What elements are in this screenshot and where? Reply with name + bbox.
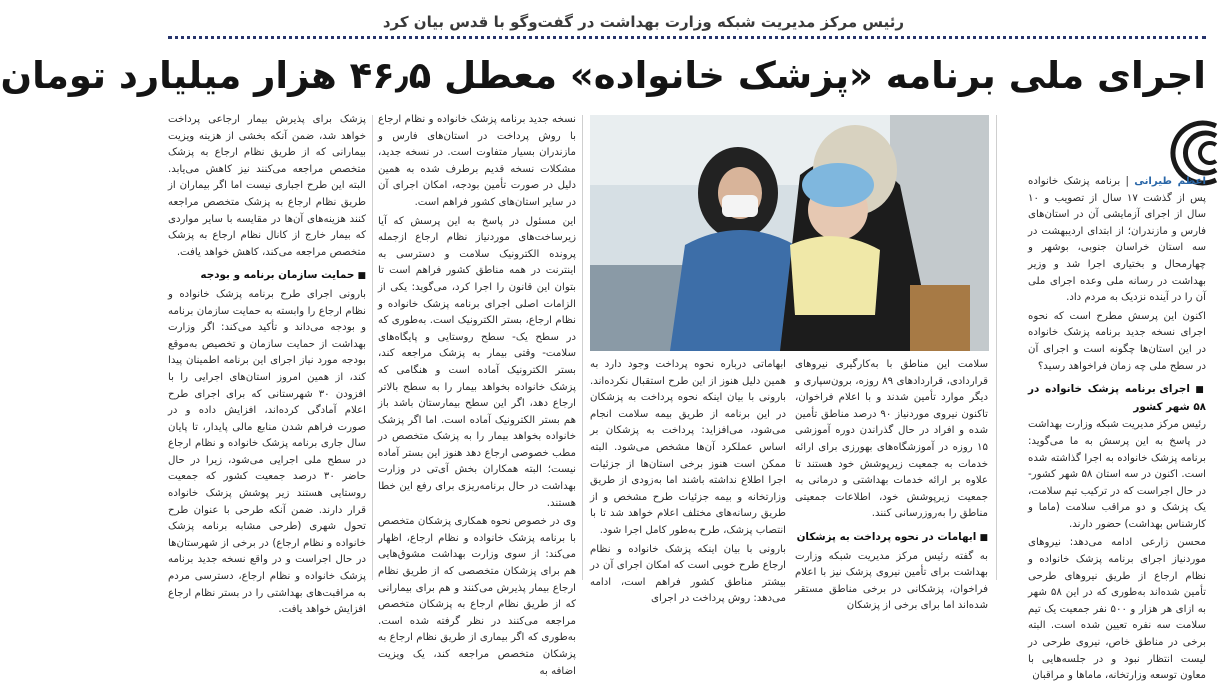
- paragraph: پزشک برای پذیرش بیمار ارجاعی پرداخت خواهد شد، ضمن آنکه بخشی از هزینه ویزیت بیمارانی که از طریق نظام ارجاع به پزشک متخصص مراجعه می‌کنند نیز کاهش می‌یابد. البته این طرح اجباری نیست اما اگر بیماران از طریق نظام ارجاع به پزشک متخصص مراجعه کنند هزینه‌های آن‌ها در مقایسه با سایر مواردی که بیمار خارج از کانال نظام ارجاع به پزشک متخصص مراجعه می‌کند، کاهش خواهد یافت.: [168, 114, 366, 258]
- paragraph: بارونی اجرای طرح برنامه پزشک خانواده و نظام ارجاع را وابسته به حمایت سازمان برنامه و بودجه می‌داند و تأکید می‌کند: اگر وزارت بهداشت از حمایت سازمان و تخصیص به‌موقع بودجه مورد نیاز اجرای این برنامه اطمینان پیدا کند، از همین امروز استان‌های اجرایی را با افزودن ۳۰ شهرستانی که برای اجرای طرح اعلام آمادگی کرده‌اند، افزایش داده و در صورت فراهم شدن منابع مالی پایدار، تا پایان سال جاری برنامه پزشک خانواده و نظام ارجاع در سطح ملی اجرایی می‌شود، زیرا در حال حاضر ۳۰ درصد جمعیت کشور که جمعیت روستایی هستند زیر پوشش پزشک خانواده قرار دارند. ضمن آنکه طرحی با عنوان طرح تحول شهری (طرحی مشابه برنامه پزشک خانواده و نظام ارجاع) در برخی از شهرستان‌ها در حال اجراست و در واقع نسخه جدید برنامه پزشک خانواده و نظام ارجاع، دسترسی مردم به مراقبت‌های بهداشتی را در بستر نظام ارجاع افزایش خواهد یافت.: [168, 288, 366, 616]
- article-photo: [590, 115, 989, 351]
- paragraph: سلامت این مناطق با به‌کارگیری نیروهای قراردادی، قراردادهای ۸۹ روزه، برون‌سپاری و دیگر موارد تأمین شدند و با اعلام فراخوان، تاکنون نیروی موردنیاز ۹۰ درصد مناطق تأمین شده و افراد در حال گذراندن دوره آموزشی ۱۵ روزه در آموزشگاه‌های بهورزی برای ارائه خدمات به جمعیت زیرپوشش خود هستند تا علاوه بر ارائه خدمات بهداشتی و درمانی به جمعیت زیرپوشش خود، اطلاعات جمعیتی مناطق را به‌روزرسانی کنند.: [795, 359, 989, 520]
- byline-separator: |: [1120, 176, 1135, 187]
- column-divider: [996, 115, 997, 580]
- byline: اعظم طیرانی: [1134, 176, 1206, 187]
- kicker: رئیس مرکز مدیریت شبکه وزارت بهداشت در گفت‌وگو با قدس بیان کرد: [382, 13, 904, 31]
- photo-illustration: [590, 115, 989, 351]
- paragraph: این مسئول در پاسخ به این پرسش که آیا زیرساخت‌های موردنیاز نظام ارجاع ازجمله پرونده الکترونیک سلامت و دسترسی به اینترنت در همه مناطق کشور فراهم است تا بتوان این قانون را اجرا کرد، می‌گوید: یکی از الزامات اصلی اجرای برنامه پزشک خانواده و نظام ارجاع، بستر الکترونیک است. به‌طوری که در سطح یک- سطح روستایی و پایگاه‌های سلامت- وقتی بیمار به پزشک مراجعه کند، بستر الکترونیک آماده است و هنگامی که پزشک خانواده بخواهد بیمار را به سطح بالاتر ارجاع دهد، اگر این سطح بیمارستان باشد باز هم بستر الکترونیک آماده است. اما اگر پزشک خانواده بخواهد بیمار را به پزشک متخصص در مطب خصوصی ارجاع دهد هنوز این بستر آماده نیست؛ البته همکاران بخش آی‌تی در وزارت بهداشت در حال برنامه‌ریزی برای رفع این خطا هستند.: [378, 215, 576, 509]
- subhead-budget-support: ■ حمایت سازمان برنامه و بودجه: [168, 267, 366, 285]
- headline: اجرای ملی برنامه «پزشک خانواده» معطل ۴۶٫۵ هزار میلیارد تومان: [0, 54, 1206, 97]
- paragraph: ابهاماتی درباره نحوه پرداخت وجود دارد به همین دلیل هنوز از این طرح استقبال نکرده‌اند. بارونی با بیان اینکه نحوه پرداخت به پزشکان در این برنامه از طریق بیمه سلامت انجام می‌شود، می‌افزاید: پرداخت به پزشکان بر اساس عملکرد آن‌ها مشخص می‌شود. البته ممکن است هنوز برخی استان‌ها از جزئیات اجرا اطلاع نداشته باشند اما به‌زودی از طریق وزارتخانه و بیمه جزئیات طرح مشخص و از طریق رسانه‌های مختلف اعلام خواهد شد تا با انتصاب پزشک، طرح به‌طور کامل اجرا شود.: [590, 359, 786, 536]
- article-column-4: [378, 112, 576, 677]
- intro-paragraph: [1028, 174, 1206, 307]
- article-column-3: [590, 357, 786, 605]
- column-divider: [582, 115, 583, 580]
- article-column-5: [168, 112, 366, 616]
- paragraph: رئیس مرکز مدیریت شبکه وزارت بهداشت در پاسخ به این پرسش به ما می‌گوید: برنامه پزشک خانواده به اجرا گذاشته شده است. اکنون در سه استان ۵۸ شهر کشور- در حال اجراست که در ترکیب تیم سلامت، یک پزشک و دو مراقب سلامت (ماما و کارشناس بهداشت) حضور دارند.: [1028, 419, 1206, 530]
- paragraph: اکنون این پرسش مطرح است که نحوه اجرای نسخه جدید برنامه پزشک خانواده در این استان‌ها چگونه است و اجرای آن در سطح ملی چه زمان فراخواهد رسید؟: [1028, 310, 1206, 372]
- paragraph: وی در خصوص نحوه همکاری پزشکان متخصص با برنامه پزشک خانواده و نظام ارجاع، اظهار می‌کند: از سوی وزارت بهداشت مشوق‌هایی هم برای پزشکان متخصصی که از طریق نظام ارجاع بیمار پذیرش می‌کنند و هم برای بیمارانی که از طریق نظام ارجاع به پزشکان متخصص مراجعه می‌کنند در نظر گرفته شده است. به‌طوری که اگر بیماری از طریق نظام ارجاع به پزشکان متخصص مراجعه کند، یک ویزیت اضافه به: [378, 516, 576, 677]
- paragraph: به گفته رئیس مرکز مدیریت شبکه وزارت بهداشت برای تأمین نیروی پزشک نیز با اعلام فراخوان، پزشکانی در برخی مناطق مستقر شده‌اند اما برای برخی از پزشکان: [795, 550, 988, 612]
- intro-text: برنامه پزشک خانواده پس از گذشت ۱۷ سال از تصویب و ۱۰ سال از اجرای آزمایشی آن در استان‌های فارس و مازندران؛ از ابتدای اردیبهشت در سه استان خراسان جنوبی، بوشهر و چهارمحال و بختیاری اجرا شد و وزیر بهداشت در رسانه ملی وعده اجرای ملی آن را در آینده نزدیک به مردم داد.: [1028, 176, 1206, 304]
- column-divider: [372, 115, 373, 580]
- paragraph: بارونی با بیان اینکه پزشک خانواده و نظام ارجاع طرح خوبی است که امکان اجرای آن در بیشتر مناطق کشور فراهم است، ادامه می‌دهد: روش پرداخت در اجرای: [590, 543, 786, 605]
- subhead-payment-ambiguities: ■ ابهامات در نحوه پرداخت به پزشکان: [795, 529, 988, 547]
- article-column-2: [795, 357, 989, 612]
- article-column-1: [1028, 112, 1207, 682]
- dotted-rule: [168, 36, 1206, 39]
- paragraph: محسن زارعی ادامه می‌دهد: نیروهای موردنیاز اجرای برنامه پزشک خانواده و نظام ارجاع از طریق نیروهای طرحی تأمین شده‌اند به‌طوری که در این ۵۸ شهر به ازای هر هزار و ۵۰۰ نفر جمعیت یک تیم سلامت سه نفره تعیین شده است. البته برخی در مناطق خاص، نیروی طرحی در لیست انتظار نبود و در جلسه‌هایی با معاون توسعه وزارتخانه، ماماها و مراقبان: [1028, 537, 1207, 682]
- subhead-58-cities: ■ اجرای برنامه پزشک خانواده در ۵۸ شهر کشور: [1028, 381, 1206, 415]
- paragraph: نسخه جدید برنامه پزشک خانواده و نظام ارجاع با روش پرداخت در استان‌های فارس و مازندران بسیار متفاوت است. در نسخه جدید، مشکلات نسخه قدیم برطرف شده به همین دلیل در صورت تأمین بودجه، امکان اجرای آن در سایر استان‌های کشور فراهم است.: [378, 114, 576, 208]
